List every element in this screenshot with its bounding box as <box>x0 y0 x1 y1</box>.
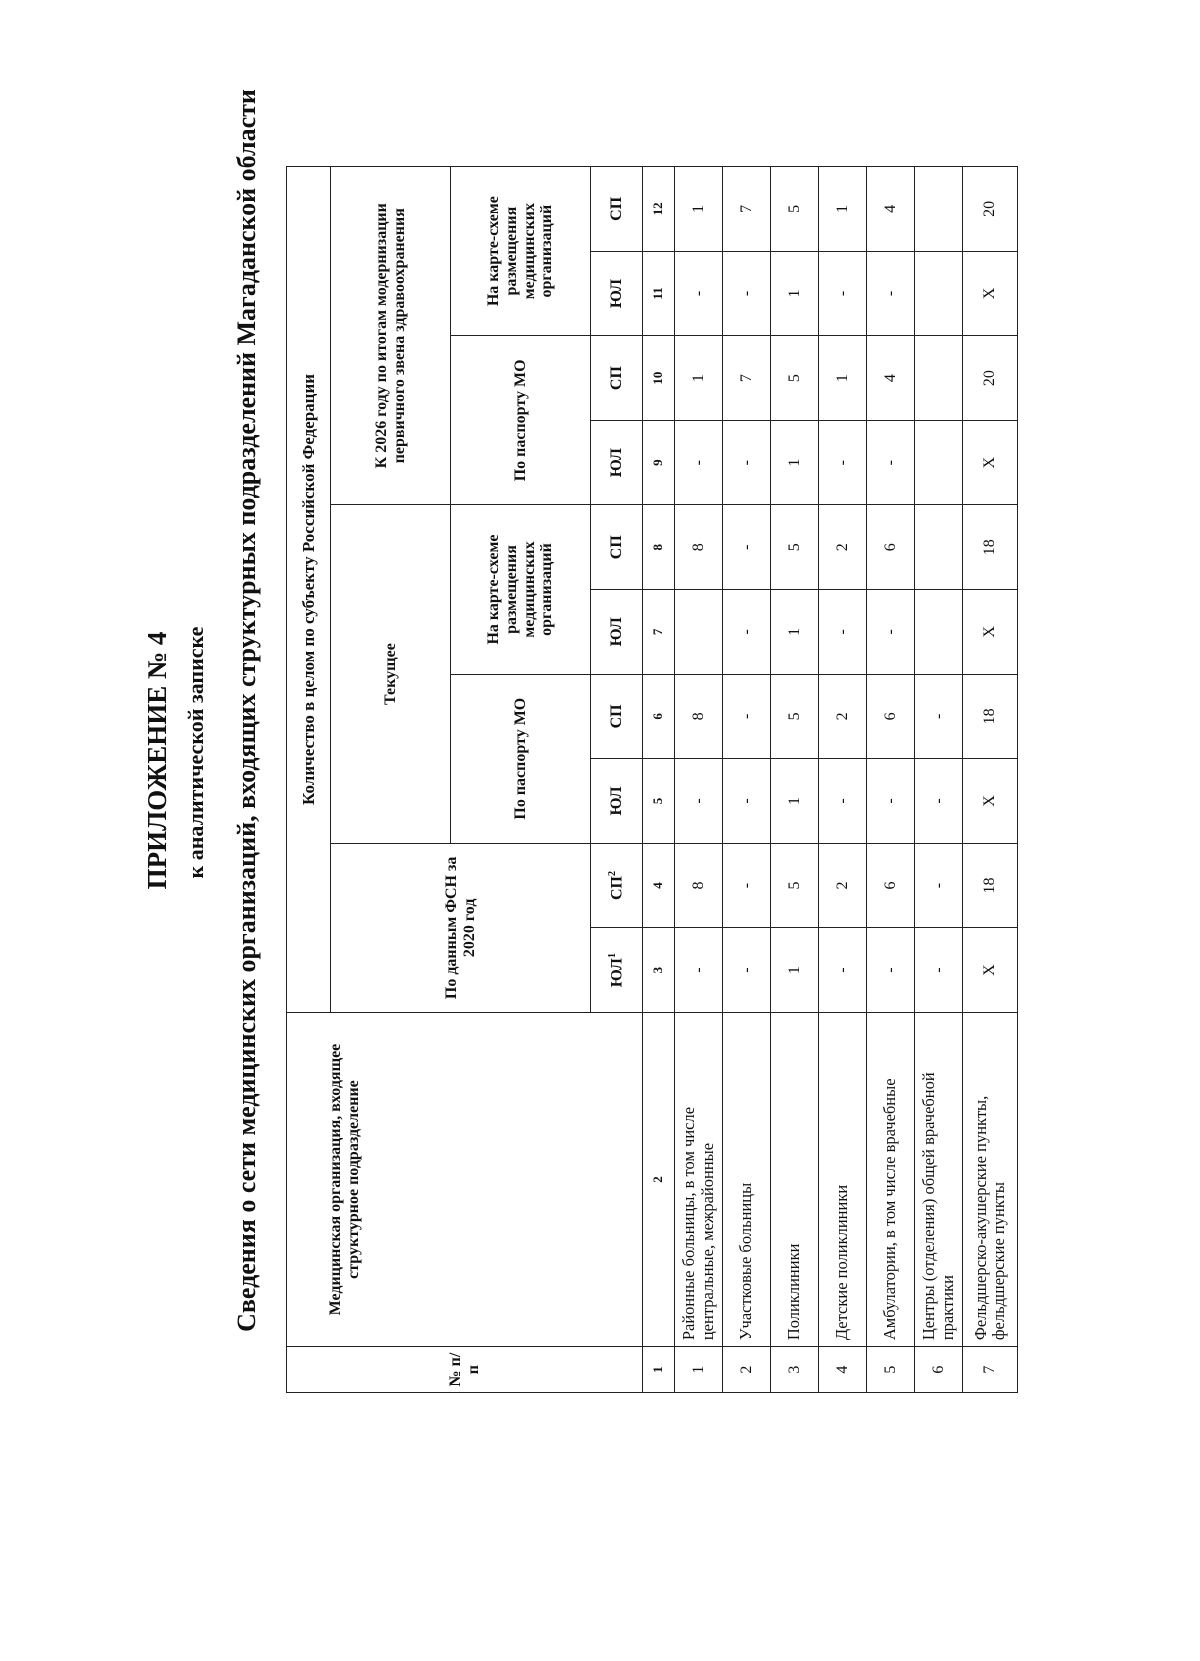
table-cell: - <box>819 928 867 1013</box>
table-cell: - <box>867 420 915 505</box>
table-cell: 18 <box>963 843 1018 928</box>
table-cell: 2 <box>819 505 867 590</box>
table-cell: 20 <box>963 336 1018 421</box>
header-yul: ЮЛ <box>591 590 643 675</box>
table-cell: 1 <box>675 336 723 421</box>
table-row <box>675 167 723 1393</box>
row-name: Амбулатории, в том числе врачебные <box>867 1012 915 1346</box>
table-cell: Х <box>963 759 1018 844</box>
header-num: № п/п <box>287 1347 643 1393</box>
row-number: 1 <box>675 1347 723 1393</box>
table-cell: 1 <box>771 251 819 336</box>
appendix-label: ПРИЛОЖЕНИЕ № 4 <box>142 631 172 890</box>
table-cell: 5 <box>771 336 819 421</box>
table-cell: - <box>819 251 867 336</box>
table-cell: - <box>915 759 963 844</box>
table-cell: 8 <box>675 674 723 759</box>
table-cell: 6 <box>867 843 915 928</box>
column-index-row <box>643 167 675 1393</box>
table-cell: 20 <box>963 167 1018 252</box>
row-number: 2 <box>723 1347 771 1393</box>
table-row <box>723 167 771 1393</box>
table-row <box>867 167 915 1393</box>
table-cell: 1 <box>771 590 819 675</box>
table-cell: - <box>915 674 963 759</box>
table-cell: Х <box>963 928 1018 1013</box>
row-name: Фельдшерско-акушерские пункты, фельдшерские пункты <box>963 1012 1018 1346</box>
table-cell: 4 <box>867 336 915 421</box>
table-cell: - <box>675 251 723 336</box>
header-yul: ЮЛ <box>591 420 643 505</box>
table-cell: 6 <box>867 505 915 590</box>
table-row <box>963 167 1018 1393</box>
col-index: 1 <box>643 1347 675 1393</box>
table-cell: 2 <box>819 843 867 928</box>
table-cell: 8 <box>675 843 723 928</box>
table-row <box>915 167 963 1393</box>
row-name: Районные больницы, в том числе центральные, межрайонные <box>675 1012 723 1346</box>
table-cell: 5 <box>771 674 819 759</box>
table-cell: 6 <box>867 674 915 759</box>
header-fsn: По данным ФСН за 2020 год <box>331 843 591 1012</box>
row-number: 5 <box>867 1347 915 1393</box>
col-index: 9 <box>643 420 675 505</box>
table-cell: 5 <box>771 505 819 590</box>
table-cell: 4 <box>867 167 915 252</box>
table-cell: - <box>867 759 915 844</box>
document-title: Сведения о сети медицинских организаций, входящих структурных подразделений Магаданской области <box>232 89 261 1332</box>
row-number: 4 <box>819 1347 867 1393</box>
header-sp: СП <box>591 505 643 590</box>
table-cell: - <box>723 928 771 1013</box>
table-cell: 1 <box>819 336 867 421</box>
table-cell: 5 <box>771 167 819 252</box>
header-current: Текущее <box>331 505 451 843</box>
header-sp: СП <box>591 167 643 252</box>
header-sp: СП <box>591 336 643 421</box>
table-cell: - <box>675 420 723 505</box>
table-cell: 1 <box>819 167 867 252</box>
table-cell: Х <box>963 420 1018 505</box>
table-cell: 1 <box>771 928 819 1013</box>
row-name: Центры (отделения) общей врачебной практики <box>915 1012 963 1346</box>
header-2026: К 2026 году по итогам модернизации первичного звена здравоохранения <box>331 167 451 505</box>
header-sp: СП <box>591 674 643 759</box>
table-cell: - <box>675 928 723 1013</box>
table-cell: 1 <box>771 759 819 844</box>
col-index: 3 <box>643 928 675 1013</box>
table-cell: - <box>723 420 771 505</box>
col-index: 11 <box>643 251 675 336</box>
row-name: Участковые больницы <box>723 1012 771 1346</box>
table-cell: - <box>723 843 771 928</box>
table-cell <box>915 420 963 505</box>
col-index: 7 <box>643 590 675 675</box>
col-index: 4 <box>643 843 675 928</box>
col-index: 6 <box>643 674 675 759</box>
table-cell: 18 <box>963 674 1018 759</box>
header-yul-fsn: $ЮЛ^1$ <box>591 928 643 1013</box>
header-yul: ЮЛ <box>591 759 643 844</box>
table-cell: 1 <box>771 420 819 505</box>
table-cell: - <box>723 674 771 759</box>
table-cell <box>915 167 963 252</box>
table-cell: 1 <box>675 167 723 252</box>
header-passport-current: По паспорту МО <box>451 674 591 843</box>
header-sp-fsn: $СП^2$ <box>591 843 643 928</box>
table-cell: - <box>819 420 867 505</box>
header-org: Медицинская организация, входящее структурное подразделение <box>287 1012 643 1346</box>
row-number: 7 <box>963 1347 1018 1393</box>
table-cell: 8 <box>675 505 723 590</box>
row-number: 6 <box>915 1347 963 1393</box>
col-index: 2 <box>643 1012 675 1346</box>
table-cell <box>915 505 963 590</box>
header-passport-2026: По паспорту МО <box>451 336 591 505</box>
table-cell: - <box>915 928 963 1013</box>
header-map-current: На карте-схеме размещения медицинских организаций <box>451 505 591 674</box>
col-index: 8 <box>643 505 675 590</box>
table-cell: 7 <box>723 336 771 421</box>
table-cell <box>675 590 723 675</box>
table-cell: - <box>819 590 867 675</box>
table-cell: - <box>915 843 963 928</box>
table-cell: - <box>867 590 915 675</box>
table-cell: - <box>819 759 867 844</box>
header-map-2026: На карте-схеме размещения медицинских организаций <box>451 167 591 336</box>
col-index: 5 <box>643 759 675 844</box>
table-cell: - <box>675 759 723 844</box>
table-cell: Х <box>963 590 1018 675</box>
subheading: к аналитической записке <box>183 626 208 879</box>
table-row <box>771 167 819 1393</box>
table-cell <box>915 251 963 336</box>
table-cell: 5 <box>771 843 819 928</box>
table-cell: - <box>867 251 915 336</box>
row-name: Поликлиники <box>771 1012 819 1346</box>
table-cell: - <box>723 505 771 590</box>
row-name: Детские поликлиники <box>819 1012 867 1346</box>
table-cell: - <box>723 251 771 336</box>
col-index: 12 <box>643 167 675 252</box>
table-cell <box>915 336 963 421</box>
header-quantity: Количество в целом по субъекту Российской Федерации <box>287 167 331 1013</box>
col-index: 10 <box>643 336 675 421</box>
table-row <box>819 167 867 1393</box>
header-yul: ЮЛ <box>591 251 643 336</box>
row-number: 3 <box>771 1347 819 1393</box>
table-cell: Х <box>963 251 1018 336</box>
table-cell: - <box>723 759 771 844</box>
table-cell: 18 <box>963 505 1018 590</box>
table-cell <box>915 590 963 675</box>
table-cell: 7 <box>723 167 771 252</box>
medical-network-table <box>286 166 1018 1393</box>
table-cell: 2 <box>819 674 867 759</box>
table-cell: - <box>723 590 771 675</box>
table-cell: - <box>867 928 915 1013</box>
